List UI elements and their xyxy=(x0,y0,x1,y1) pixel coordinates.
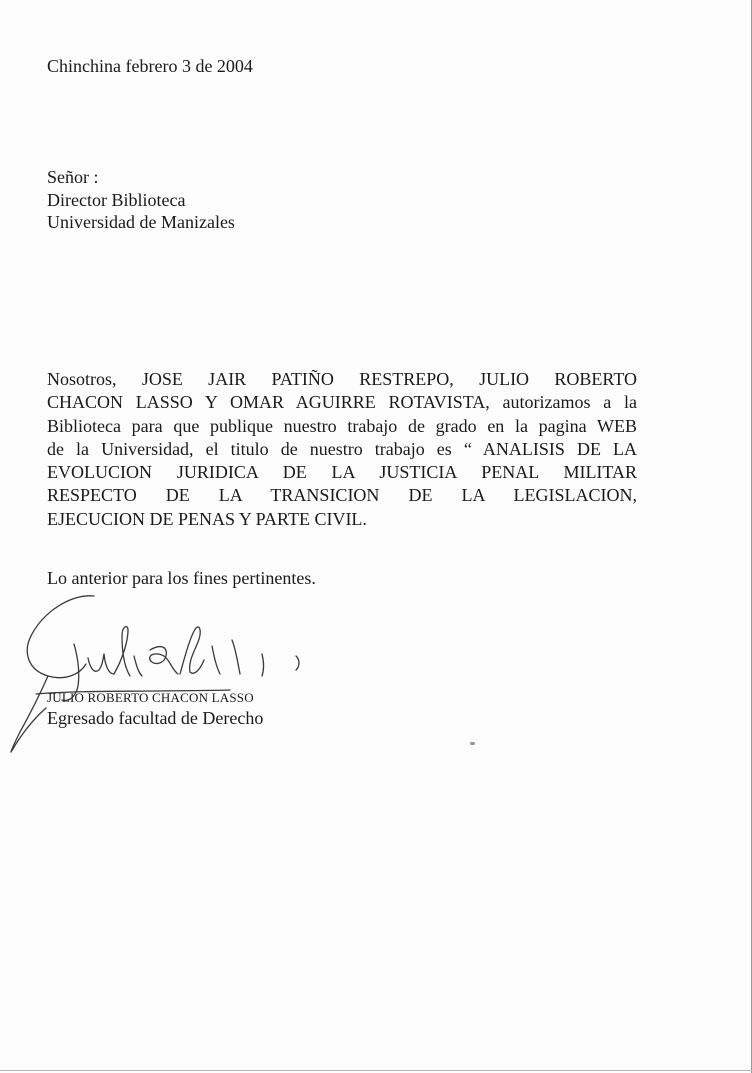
scan-edge-bottom xyxy=(0,1070,752,1071)
signer-name: JULIO ROBERTO CHACON LASSO xyxy=(47,690,254,705)
letter-body xyxy=(47,368,637,531)
body-line: Nosotros, JOSE JAIR PATIÑO RESTREPO, JULIO ROBERTO xyxy=(47,369,637,389)
recipient-role: Director Biblioteca xyxy=(47,190,186,210)
body-line: RESPECTO DE LA TRANSICION DE LA LEGISLACION, xyxy=(47,485,637,506)
body-line: de la Universidad, el titulo de nuestro trabajo es “ ANALISIS DE LA xyxy=(47,438,637,459)
handwritten-signature xyxy=(0,590,330,760)
closing-line: Lo anterior para los fines pertinentes. xyxy=(47,568,316,588)
body-line: EJECUCION DE PENAS Y PARTE CIVIL. xyxy=(47,508,367,529)
scan-speck xyxy=(470,742,475,745)
recipient-organization: Universidad de Manizales xyxy=(47,212,235,232)
signer-title: Egresado facultad de Derecho xyxy=(47,708,264,728)
body-line: EVOLUCION JURIDICA DE LA JUSTICIA PENAL MILITAR xyxy=(47,462,637,483)
body-line: CHACON LASSO Y OMAR AGUIRRE ROTAVISTA, autorizamos a la xyxy=(47,392,637,413)
body-line: Biblioteca para que publique nuestro trabajo de grado en la pagina WEB xyxy=(47,415,637,436)
letter-date: Chinchina febrero 3 de 2004 xyxy=(47,56,253,76)
salutation: Señor : xyxy=(47,167,99,187)
